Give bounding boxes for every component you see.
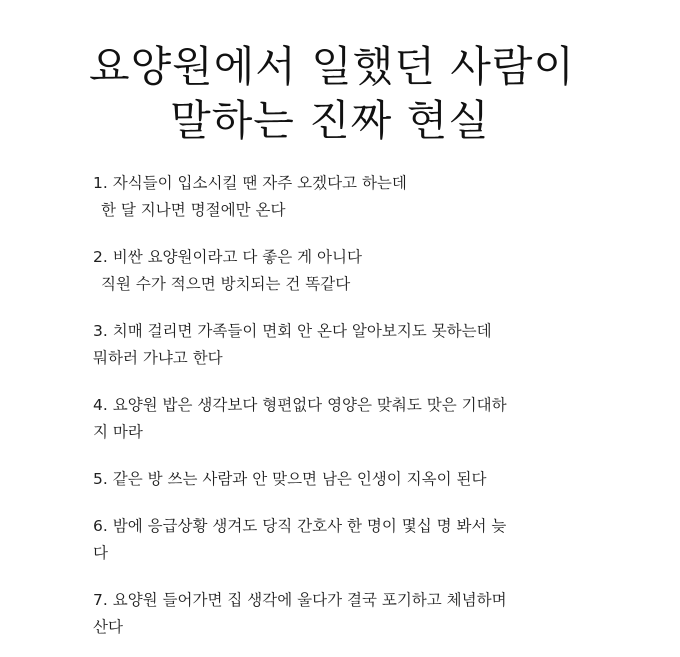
list-item-line: 5. 같은 방 쓰는 사람과 안 맞으면 남은 인생이 지옥이 된다 xyxy=(93,470,487,488)
list-item-line: 다 xyxy=(93,544,108,562)
list-item-line: 7. 요양원 들어가면 집 생각에 울다가 결국 포기하고 체념하며 xyxy=(93,591,507,609)
list-item xyxy=(93,244,593,298)
page-title-line-1: 요양원에서 일했던 사람이 xyxy=(89,42,575,91)
list-item-line: 1. 자식들이 입소시킬 땐 자주 오겠다고 하는데 xyxy=(93,174,407,192)
list-item-line: 6. 밤에 응급상황 생겨도 당직 간호사 한 명이 몇십 명 봐서 늦 xyxy=(93,517,507,535)
list-item-line: 2. 비싼 요양원이라고 다 좋은 게 아니다 xyxy=(93,248,362,266)
list-item xyxy=(93,392,593,446)
list-item-line: 3. 치매 걸리면 가족들이 면회 안 온다 알아보지도 못하는데 xyxy=(93,322,492,340)
page-title-line-2: 말하는 진짜 현실 xyxy=(170,96,490,145)
list-item-line: 4. 요양원 밥은 생각보다 형편없다 영양은 맞춰도 맛은 기대하 xyxy=(93,396,507,414)
list-item-line: 한 달 지나면 명절에만 온다 xyxy=(101,201,286,219)
numbered-list xyxy=(93,170,593,641)
list-item xyxy=(93,513,593,567)
list-item-line: 직원 수가 적으면 방치되는 건 똑같다 xyxy=(101,275,351,293)
list-item xyxy=(93,587,593,641)
list-item xyxy=(93,170,593,224)
list-item-line: 뭐하러 가냐고 한다 xyxy=(93,349,223,367)
list-item-line: 산다 xyxy=(93,618,123,636)
list-item xyxy=(93,318,593,372)
list-item xyxy=(93,466,593,493)
list-item-line: 지 마라 xyxy=(93,423,143,441)
